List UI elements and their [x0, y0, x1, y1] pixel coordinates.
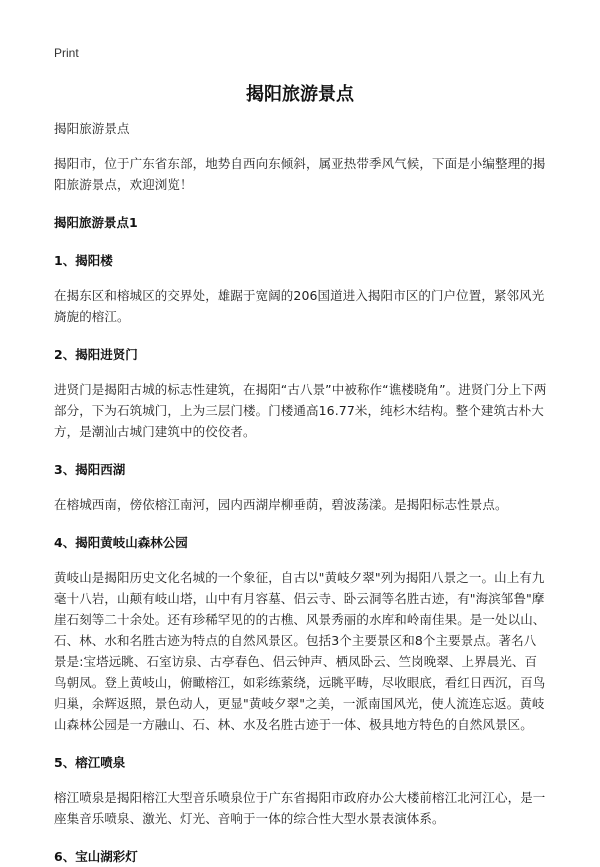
- article-body: [54, 118, 548, 867]
- item-heading-1: 1、揭阳楼: [54, 253, 113, 268]
- item-text-3: 在榕城西南，傍依榕江南河，园内西湖岸柳垂荫，碧波荡漾。是揭阳标志性景点。: [54, 497, 508, 512]
- print-label[interactable]: Print: [54, 46, 79, 60]
- page-title: 揭阳旅游景点: [246, 84, 354, 105]
- document-subtitle: 揭阳旅游景点: [54, 121, 130, 136]
- section-heading: 揭阳旅游景点1: [54, 215, 138, 230]
- item-text-5: 榕江喷泉是揭阳榕江大型音乐喷泉位于广东省揭阳市政府办公大楼前榕江北河江心，是一座集音乐喷泉、激光、灯光、音响于一体的综合性大型水景表演体系。: [54, 790, 546, 826]
- item-heading-2: 2、揭阳进贤门: [54, 347, 138, 362]
- item-text-2: 进贤门是揭阳古城的标志性建筑，在揭阳“古八景”中被称作“谯楼晓角”。进贤门分上下两部分，下为石筑城门，上为三层门楼。门楼通高16.77米，纯杉木结构。整个建筑古朴大方，是潮汕古城门建筑中的佼佼者。: [54, 382, 547, 439]
- item-heading-3: 3、揭阳西湖: [54, 462, 126, 477]
- item-heading-6: 6、宝山湖彩灯: [54, 849, 138, 864]
- intro-paragraph: 揭阳市，位于广东省东部，地势自西向东倾斜，属亚热带季风气候，下面是小编整理的揭阳旅游景点，欢迎浏览！: [54, 156, 546, 192]
- item-heading-4: 4、揭阳黄岐山森林公园: [54, 535, 188, 550]
- item-text-4: 黄岐山是揭阳历史文化名城的一个象征，自古以"黄岐夕翠"列为揭阳八景之一。山上有九毫十八岩，山颠有岐山塔，山中有月容墓、侣云寺、卧云洞等名胜古迹，有"海滨邹鲁"摩崖石刻等二十余处。还有珍稀罕见的的古樵、风景秀丽的水库和岭南佳果。是一处以山、石、林、水和名胜古迹为特点的自然风景区。包括3个主要景区和8个主要景点。著名八景是:宝塔远眺、石室访泉、古亭春色、侣云钟声、栖凤卧云、竺岗晚翠、上界晨光、百鸟朝凤。登上黄岐山，俯瞰榕江，如彩练萦绕，远眺平畴，尽收眼底，看红日西沉，百鸟归巢，余辉返照，景色动人，更显"黄岐夕翠"之美，一派南国风光，使人流连忘返。黄岐山森林公园是一方融山、石、林、水及名胜古迹于一体、极具地方特色的自然风景区。: [54, 570, 546, 732]
- item-text-1: 在揭东区和榕城区的交界处，雄踞于宽阔的206国道进入揭阳市区的门户位置，紧邻风光旖旎的榕江。: [54, 288, 545, 324]
- item-heading-5: 5、榕江喷泉: [54, 755, 126, 770]
